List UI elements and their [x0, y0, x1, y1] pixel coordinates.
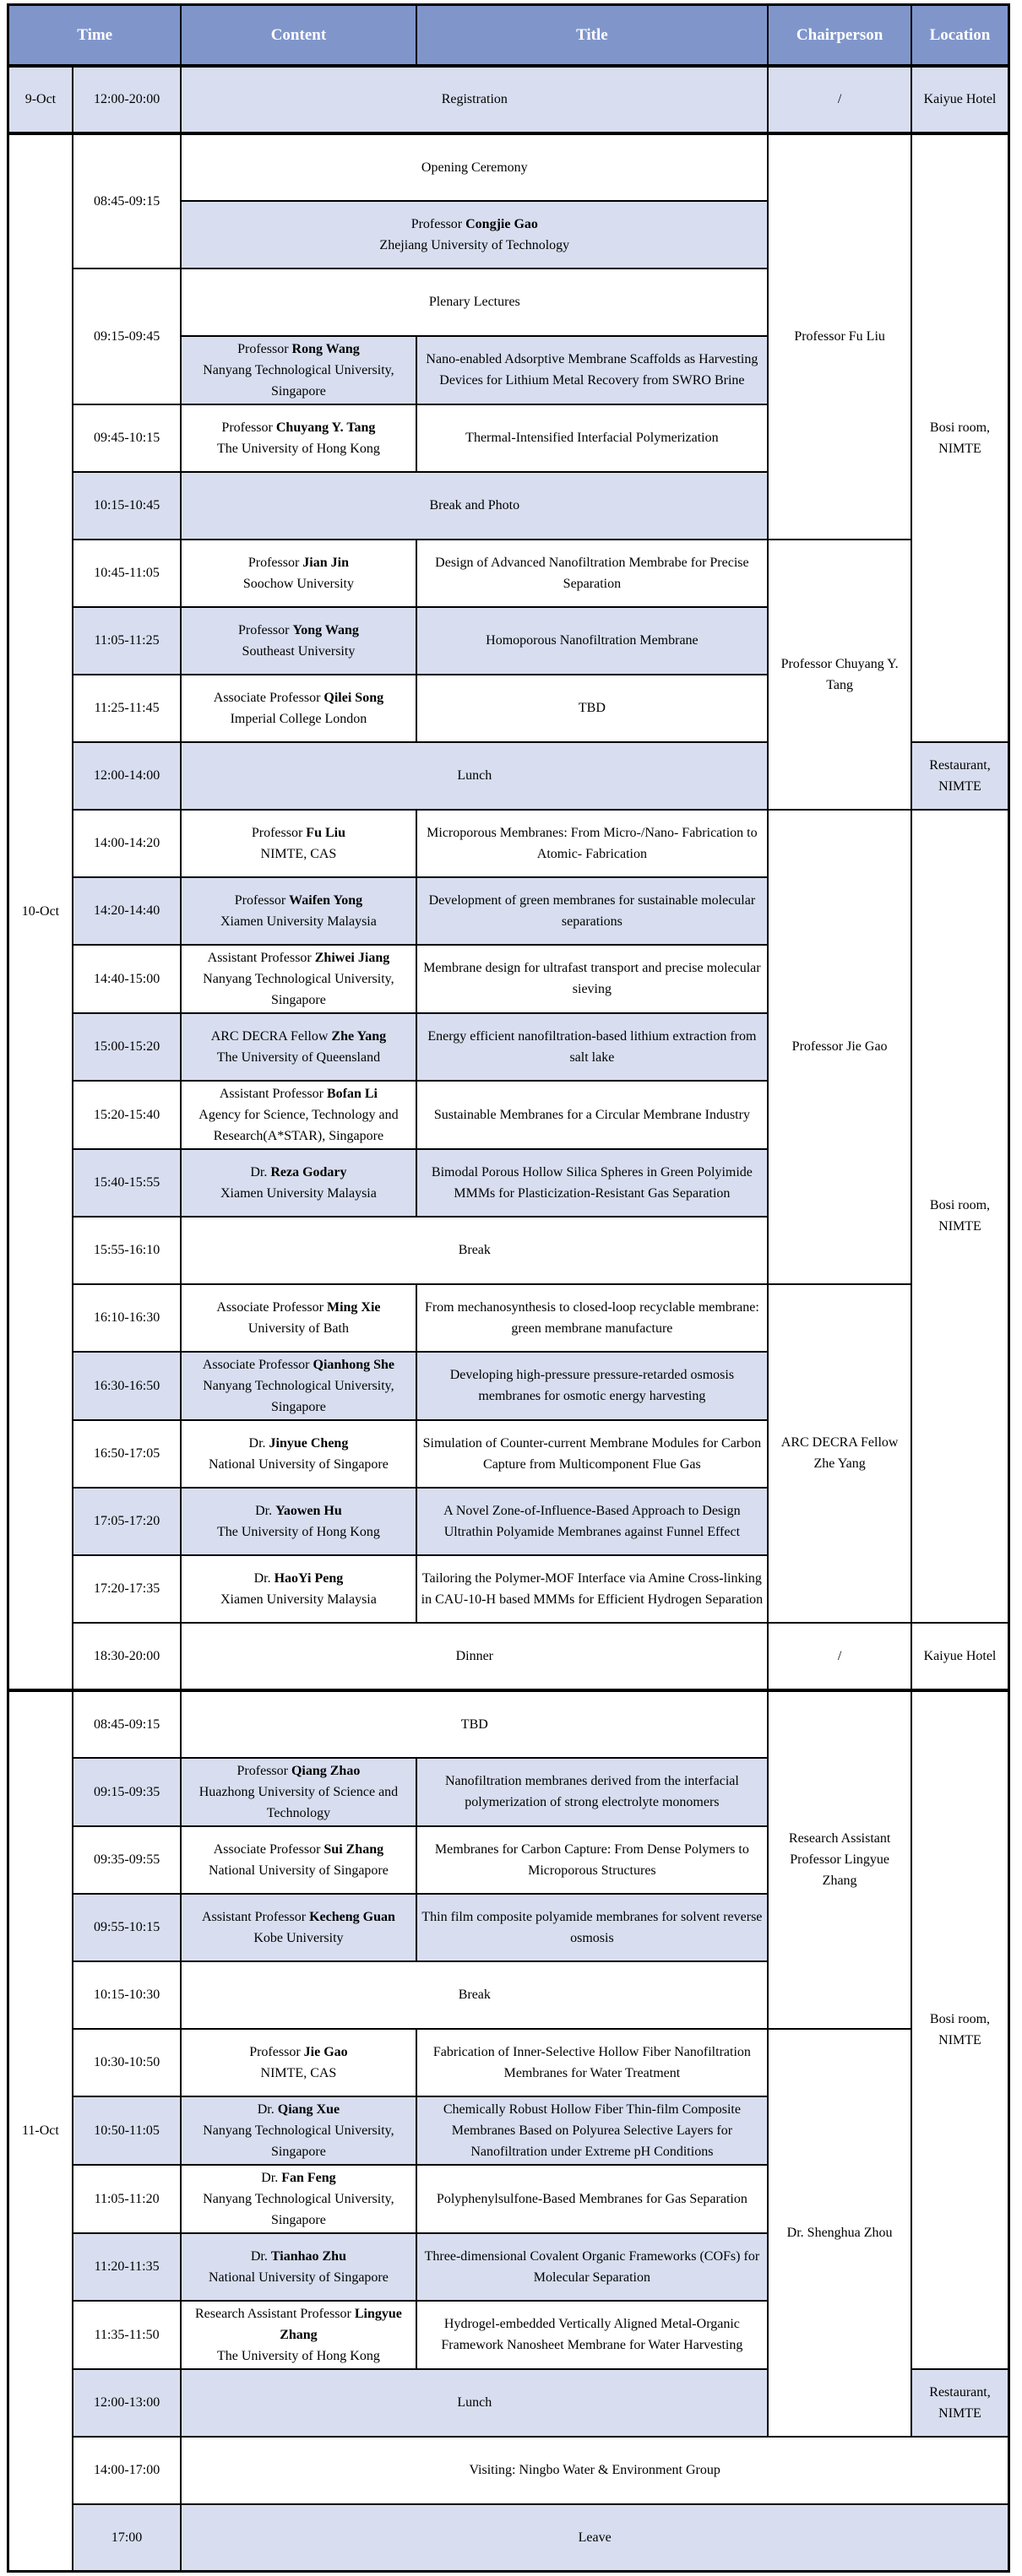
speaker-name: Tianhao Zhu: [270, 2248, 346, 2264]
speaker-cell: [181, 877, 416, 945]
speaker-name-line: [186, 1297, 410, 1318]
speaker-prefix: Associate Professor: [213, 690, 324, 705]
speaker-prefix: Assistant Professor: [219, 1086, 327, 1101]
talk-title-cell: Nanofiltration membranes derived from the interfacial polymerization of strong electrolyte monomers: [416, 1758, 769, 1826]
talk-title-cell: Energy efficient nanofiltration-based lithium extraction from salt lake: [416, 1013, 769, 1081]
speaker-name: Qiang Xue: [277, 2101, 340, 2117]
speaker-name: HaoYi Peng: [274, 1570, 344, 1586]
speaker-name-line: [186, 947, 410, 968]
speaker-name-line: [186, 417, 410, 438]
talk-title-cell: Homoporous Nanofiltration Membrane: [416, 607, 769, 675]
speaker-affiliation: National University of Singapore: [209, 1863, 389, 1878]
speaker-name: Jinyue Cheng: [269, 1435, 349, 1451]
event-cell: TBD: [181, 1690, 768, 1758]
talk-title-cell: Microporous Membranes: From Micro-/Nano- Fabrication to Atomic- Fabrication: [416, 810, 769, 877]
speaker-name: Lingyue Zhang: [280, 2306, 402, 2342]
speaker-cell: [181, 2096, 416, 2165]
speaker-name-line: [186, 339, 410, 360]
speaker-cell: [181, 1894, 416, 1961]
speaker-name: Jian Jin: [302, 555, 349, 570]
time-cell: 12:00-13:00: [73, 2369, 182, 2437]
header-time: Time: [8, 5, 182, 66]
event-cell: Leave: [181, 2504, 1008, 2572]
speaker-name-line: [186, 2042, 410, 2063]
chairperson-cell: /: [768, 1623, 911, 1690]
speaker-name: Fan Feng: [281, 2170, 336, 2185]
speaker-name-line: [186, 1433, 410, 1454]
speaker-affiliation: Xiamen University Malaysia: [220, 1592, 377, 1607]
location-cell: Kaiyue Hotel: [911, 66, 1009, 133]
speaker-name: Yaowen Hu: [275, 1503, 342, 1518]
time-cell: 17:05-17:20: [73, 1488, 182, 1555]
speaker-affiliation: Nanyang Technological University, Singapore: [203, 2191, 394, 2227]
speaker-prefix: Professor: [410, 216, 466, 231]
speaker-cell: [181, 1555, 416, 1623]
speaker-name: Sui Zhang: [323, 1841, 384, 1857]
chairperson-cell: /: [768, 66, 911, 133]
talk-title-cell: Polyphenylsulfone-Based Membranes for Gas Separation: [416, 2165, 769, 2233]
speaker-affiliation: Kobe University: [253, 1930, 344, 1945]
chairperson-cell: Professor Fu Liu: [768, 133, 911, 540]
time-cell: 11:20-11:35: [73, 2233, 182, 2301]
chairperson-cell: Research Assistant Professor Lingyue Zhang: [768, 1690, 911, 2029]
header-location: Location: [911, 5, 1009, 66]
speaker-prefix: Professor: [251, 825, 307, 840]
chairperson-cell: ARC DECRA Fellow Zhe Yang: [768, 1284, 911, 1623]
talk-title-cell: Three-dimensional Covalent Organic Frameworks (COFs) for Molecular Separation: [416, 2233, 769, 2301]
location-cell: Bosi room, NIMTE: [911, 1690, 1009, 2369]
header-chairperson: Chairperson: [768, 5, 911, 66]
event-cell: Plenary Lectures: [181, 268, 768, 336]
time-cell: 17:20-17:35: [73, 1555, 182, 1623]
speaker-cell: [181, 1420, 416, 1488]
time-cell: 11:05-11:25: [73, 607, 182, 675]
event-cell: Break: [181, 1961, 768, 2029]
speaker-name-line: [186, 2099, 410, 2120]
speaker-name: Bofan Li: [326, 1086, 378, 1101]
speaker-name-line: [186, 214, 763, 235]
event-cell: Opening Ceremony: [181, 133, 768, 201]
talk-title-cell: TBD: [416, 675, 769, 742]
time-cell: 11:05-11:20: [73, 2165, 182, 2233]
speaker-name-line: [186, 890, 410, 911]
speaker-affiliation: Agency for Science, Technology and Research(A*STAR), Singapore: [198, 1107, 399, 1143]
time-cell: 10:45-11:05: [73, 540, 182, 607]
speaker-prefix: Professor: [236, 1763, 291, 1778]
speaker-cell: [181, 201, 768, 268]
talk-title-cell: Chemically Robust Hollow Fiber Thin-film Composite Membranes Based on Polyurea Selective Layers for Nanofiltration under Extreme pH Conditions: [416, 2096, 769, 2165]
speaker-affiliation: University of Bath: [247, 1321, 349, 1336]
time-cell: 16:10-16:30: [73, 1284, 182, 1352]
talk-title-cell: Fabrication of Inner-Selective Hollow Fiber Nanofiltration Membranes for Water Treatment: [416, 2029, 769, 2096]
speaker-prefix: Dr.: [250, 2248, 271, 2264]
speaker-prefix: Professor: [247, 555, 303, 570]
speaker-name: Zhiwei Jiang: [314, 950, 390, 965]
speaker-name-line: [186, 1026, 410, 1047]
table-row: [8, 1690, 1009, 1758]
schedule-table: [7, 3, 1010, 2573]
speaker-name-line: [186, 1354, 410, 1375]
event-cell: Dinner: [181, 1623, 768, 1690]
table-row: [8, 66, 1009, 133]
location-cell: Restaurant, NIMTE: [911, 742, 1009, 810]
time-cell: 14:40-15:00: [73, 945, 182, 1013]
event-cell: Lunch: [181, 2369, 768, 2437]
speaker-name-line: [186, 1906, 410, 1928]
speaker-affiliation: The University of Queensland: [216, 1049, 381, 1065]
table-row: [8, 2437, 1009, 2504]
speaker-prefix: Dr.: [248, 1435, 269, 1451]
date-cell: 10-Oct: [8, 133, 73, 1690]
speaker-affiliation: Xiamen University Malaysia: [220, 1185, 377, 1201]
time-cell: 09:35-09:55: [73, 1826, 182, 1894]
speaker-cell: [181, 810, 416, 877]
speaker-cell: [181, 675, 416, 742]
speaker-prefix: Associate Professor: [213, 1841, 324, 1857]
speaker-name-line: [186, 687, 410, 708]
speaker-name-line: [186, 1500, 410, 1521]
speaker-name: Qianhong She: [313, 1357, 394, 1372]
speaker-affiliation: Xiamen University Malaysia: [220, 914, 377, 929]
time-cell: 15:20-15:40: [73, 1081, 182, 1149]
time-cell: 14:20-14:40: [73, 877, 182, 945]
time-cell: 16:30-16:50: [73, 1352, 182, 1420]
speaker-name-line: [186, 2167, 410, 2188]
date-cell: 9-Oct: [8, 66, 73, 133]
speaker-name-line: [186, 2303, 410, 2346]
location-cell: Kaiyue Hotel: [911, 1623, 1009, 1690]
speaker-prefix: Associate Professor: [216, 1299, 327, 1315]
speaker-name-line: [186, 2246, 410, 2267]
event-cell: Lunch: [181, 742, 768, 810]
table-row: [8, 133, 1009, 201]
talk-title-cell: Thin film composite polyamide membranes for solvent reverse osmosis: [416, 1894, 769, 1961]
talk-title-cell: A Novel Zone-of-Influence-Based Approach to Design Ultrathin Polyamide Membranes against Funnel Effect: [416, 1488, 769, 1555]
event-cell: Break: [181, 1217, 768, 1284]
speaker-prefix: Research Assistant Professor: [194, 2306, 355, 2321]
time-cell: 11:25-11:45: [73, 675, 182, 742]
speaker-name: Rong Wang: [291, 341, 360, 356]
speaker-prefix: Dr.: [257, 2101, 278, 2117]
speaker-cell: [181, 1081, 416, 1149]
speaker-prefix: Professor: [237, 341, 292, 356]
chairperson-cell: Professor Chuyang Y. Tang: [768, 540, 911, 810]
speaker-cell: [181, 1488, 416, 1555]
speaker-prefix: Dr.: [261, 2170, 282, 2185]
speaker-prefix: Dr.: [253, 1570, 275, 1586]
header-title: Title: [416, 5, 769, 66]
speaker-affiliation: Nanyang Technological University, Singapore: [203, 971, 394, 1007]
speaker-cell: [181, 1758, 416, 1826]
speaker-name-line: [186, 1083, 410, 1104]
speaker-prefix: Professor: [221, 420, 276, 435]
talk-title-cell: From mechanosynthesis to closed-loop recyclable membrane: green membrane manufacture: [416, 1284, 769, 1352]
talk-title-cell: Design of Advanced Nanofiltration Membrabe for Precise Separation: [416, 540, 769, 607]
speaker-cell: [181, 1284, 416, 1352]
speaker-prefix: Professor: [249, 2044, 304, 2059]
speaker-affiliation: National University of Singapore: [209, 2270, 389, 2285]
speaker-name: Zhe Yang: [331, 1028, 387, 1044]
event-cell: Visiting: Ningbo Water & Environment Group: [181, 2437, 1008, 2504]
time-cell: 15:00-15:20: [73, 1013, 182, 1081]
talk-title-cell: Bimodal Porous Hollow Silica Spheres in Green Polyimide MMMs for Plasticization-Resistant Gas Separation: [416, 1149, 769, 1217]
speaker-name: Kecheng Guan: [309, 1909, 395, 1924]
speaker-name-line: [186, 822, 410, 843]
time-cell: 15:40-15:55: [73, 1149, 182, 1217]
table-row: [8, 810, 1009, 877]
speaker-affiliation: The University of Hong Kong: [217, 1524, 380, 1539]
speaker-name: Yong Wang: [292, 622, 359, 637]
speaker-cell: [181, 2233, 416, 2301]
speaker-prefix: Professor: [238, 622, 293, 637]
talk-title-cell: Tailoring the Polymer-MOF Interface via Amine Cross-linking in CAU-10-H based MMMs for Efficient Hydrogen Separation: [416, 1555, 769, 1623]
talk-title-cell: Hydrogel-embedded Vertically Aligned Metal-Organic Framework Nanosheet Membrane for Water Harvesting: [416, 2301, 769, 2369]
speaker-affiliation: Soochow University: [242, 576, 354, 591]
time-cell: 14:00-17:00: [73, 2437, 182, 2504]
time-cell: 09:15-09:35: [73, 1758, 182, 1826]
speaker-name: Ming Xie: [326, 1299, 381, 1315]
speaker-cell: [181, 404, 416, 472]
speaker-prefix: ARC DECRA Fellow: [210, 1028, 332, 1044]
speaker-cell: [181, 336, 416, 404]
talk-title-cell: Thermal-Intensified Interfacial Polymerization: [416, 404, 769, 472]
speaker-cell: [181, 1149, 416, 1217]
table-row: [8, 2504, 1009, 2572]
location-cell: Bosi room, NIMTE: [911, 133, 1009, 742]
speaker-prefix: Dr.: [250, 1164, 271, 1180]
location-cell: Restaurant, NIMTE: [911, 2369, 1009, 2437]
talk-title-cell: Development of green membranes for sustainable molecular separations: [416, 877, 769, 945]
time-cell: 08:45-09:15: [73, 133, 182, 268]
time-cell: 08:45-09:15: [73, 1690, 182, 1758]
table-row: [8, 1284, 1009, 1352]
speaker-cell: [181, 1826, 416, 1894]
speaker-affiliation: Zhejiang University of Technology: [379, 237, 570, 252]
speaker-name-line: [186, 1568, 410, 1589]
speaker-prefix: Dr.: [255, 1503, 276, 1518]
time-cell: 14:00-14:20: [73, 810, 182, 877]
talk-title-cell: Membrane design for ultrafast transport and precise molecular sieving: [416, 945, 769, 1013]
header-content: Content: [181, 5, 416, 66]
speaker-affiliation: Nanyang Technological University, Singapore: [203, 2123, 394, 2159]
table-row: [8, 540, 1009, 607]
speaker-cell: [181, 607, 416, 675]
speaker-name: Jie Gao: [303, 2044, 348, 2059]
speaker-name-line: [186, 1760, 410, 1782]
speaker-name-line: [186, 1839, 410, 1860]
speaker-name: Chuyang Y. Tang: [275, 420, 376, 435]
time-cell: 10:15-10:30: [73, 1961, 182, 2029]
talk-title-cell: Membranes for Carbon Capture: From Dense Polymers to Microporous Structures: [416, 1826, 769, 1894]
speaker-affiliation: Huazhong University of Science and Technology: [198, 1784, 399, 1820]
time-cell: 10:50-11:05: [73, 2096, 182, 2165]
date-cell: 11-Oct: [8, 1690, 73, 2572]
speaker-cell: [181, 1013, 416, 1081]
table-row: [8, 2029, 1009, 2096]
speaker-affiliation: Nanyang Technological University, Singapore: [203, 362, 394, 399]
speaker-affiliation: Southeast University: [242, 643, 356, 659]
speaker-affiliation: National University of Singapore: [209, 1456, 389, 1472]
speaker-name: Qilei Song: [323, 690, 384, 705]
speaker-affiliation: NIMTE, CAS: [260, 846, 337, 861]
time-cell: 12:00-14:00: [73, 742, 182, 810]
time-cell: 09:45-10:15: [73, 404, 182, 472]
time-cell: 18:30-20:00: [73, 1623, 182, 1690]
talk-title-cell: Developing high-pressure pressure-retarded osmosis membranes for osmotic energy harvesting: [416, 1352, 769, 1420]
speaker-affiliation: NIMTE, CAS: [260, 2065, 337, 2080]
speaker-name-line: [186, 620, 410, 641]
speaker-affiliation: The University of Hong Kong: [217, 441, 380, 456]
speaker-affiliation: Imperial College London: [230, 711, 367, 726]
speaker-affiliation: Nanyang Technological University, Singapore: [203, 1378, 394, 1414]
event-cell: Registration: [181, 66, 768, 133]
time-cell: 10:15-10:45: [73, 472, 182, 540]
speaker-name: Fu Liu: [306, 825, 345, 840]
talk-title-cell: Nano-enabled Adsorptive Membrane Scaffolds as Harvesting Devices for Lithium Metal Recovery from SWRO Brine: [416, 336, 769, 404]
time-cell: 15:55-16:10: [73, 1217, 182, 1284]
speaker-name-line: [186, 1162, 410, 1183]
table-row: [8, 1623, 1009, 1690]
speaker-cell: [181, 2029, 416, 2096]
talk-title-cell: Simulation of Counter-current Membrane Modules for Carbon Capture from Multicomponent Flue Gas: [416, 1420, 769, 1488]
time-cell: 16:50-17:05: [73, 1420, 182, 1488]
time-cell: 09:55-10:15: [73, 1894, 182, 1961]
speaker-cell: [181, 945, 416, 1013]
speaker-cell: [181, 540, 416, 607]
speaker-name-line: [186, 552, 410, 573]
speaker-name: Waifen Yong: [289, 892, 363, 908]
speaker-prefix: Assistant Professor: [201, 1909, 310, 1924]
time-cell: 17:00: [73, 2504, 182, 2572]
speaker-cell: [181, 1352, 416, 1420]
table-header-row: [8, 5, 1009, 66]
chairperson-cell: Dr. Shenghua Zhou: [768, 2029, 911, 2437]
time-cell: 09:15-09:45: [73, 268, 182, 404]
talk-title-cell: Sustainable Membranes for a Circular Membrane Industry: [416, 1081, 769, 1149]
speaker-prefix: Associate Professor: [202, 1357, 313, 1372]
event-cell: Break and Photo: [181, 472, 768, 540]
time-cell: 10:30-10:50: [73, 2029, 182, 2096]
location-cell: Bosi room, NIMTE: [911, 810, 1009, 1623]
time-cell: 12:00-20:00: [73, 66, 182, 133]
speaker-name: Congjie Gao: [465, 216, 538, 231]
speaker-prefix: Professor: [234, 892, 290, 908]
speaker-prefix: Assistant Professor: [207, 950, 315, 965]
chairperson-cell: Professor Jie Gao: [768, 810, 911, 1284]
speaker-name: Reza Godary: [270, 1164, 347, 1180]
time-cell: 11:35-11:50: [73, 2301, 182, 2369]
speaker-cell: [181, 2301, 416, 2369]
speaker-affiliation: The University of Hong Kong: [217, 2348, 380, 2363]
speaker-name: Qiang Zhao: [291, 1763, 361, 1778]
speaker-cell: [181, 2165, 416, 2233]
